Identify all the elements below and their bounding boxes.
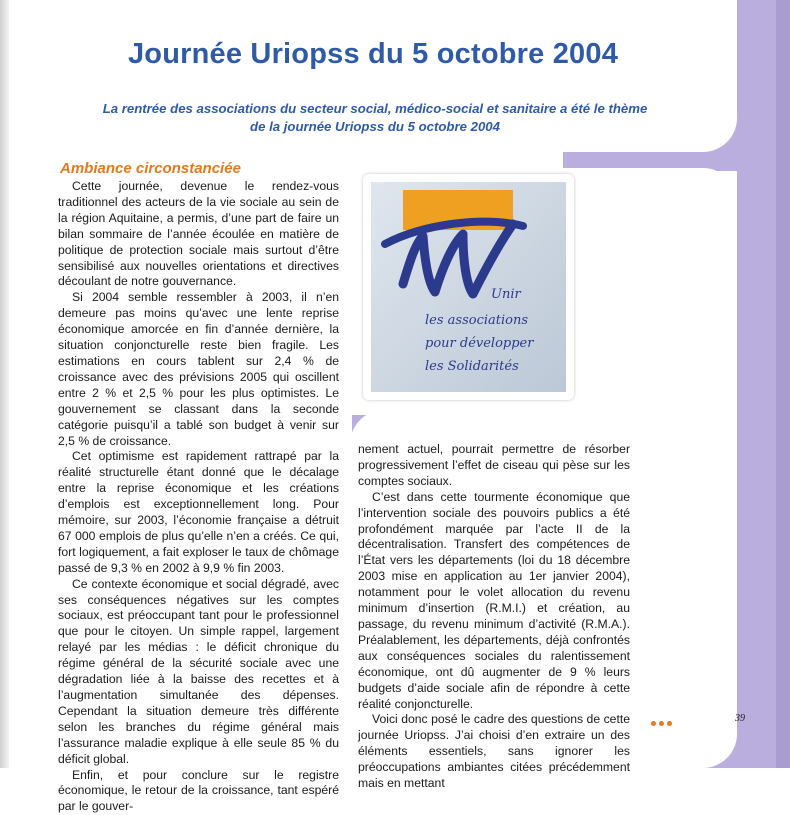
paragraph: Si 2004 semble ressembler à 2003, il n’en demeure pas moins qu’avec une lente reprise économique amorcée en fin d’année dernière, la situation conjoncturelle reste bien fragile. Les estimations en cours tablent sur 2,4 % de croissance avec des prévisions 2005 qui oscillent entre 2 % et 2,5 % pour les plus optimistes. Le gouvernement se classant dans la seconde catégorie puisqu’il a tablé son budget à venir sur 2,5 % de croissance. xyxy=(58,290,339,448)
logo-text-line: les associations xyxy=(425,313,529,328)
paragraph: nement actuel, pourrait permettre de résorber progressivement l’effet de ciseau qui pèse sur les comptes sociaux. xyxy=(358,442,630,488)
paragraph: C’est dans cette tourmente économique que l’intervention sociale des pouvoirs publics a été profondément marquée par l’acte II de la décentralisation. Transfert des compétences de l’État vers les départements (loi du 18 décembre 2003 mise en application au 1er janvier 2004), notamment pour le volet allocation du revenu minimum d’insertion (R.M.I.) et création, au passage, du revenu minimum d’activité (R.M.A.). Préalablement, les départements, déjà confrontés aux conséquences sociales du ralentissement économique, ont dû augmenter de 9 % leurs budgets d’aide sociale afin de répondre à cette réalité conjoncturelle. xyxy=(358,489,630,711)
page-subtitle xyxy=(60,100,690,136)
article-column-left xyxy=(58,179,339,815)
logo-graphic xyxy=(363,174,574,400)
paragraph: Cette journée, devenue le rendez-vous traditionnel des acteurs de la vie sociale au sein de la région Aquitaine, a permis, d’une part de faire un bilan sommaire de l’année écoulée en matière de politique de protection sociale mais surtout d’être sensibilisé aux nouvelles orientations et directives découlant de notre gouvernance. xyxy=(58,179,339,289)
paragraph: Cet optimisme est rapidement rattrapé par la réalité structurelle étant donné que le décalage entre la reprise économique et les créations d’emplois est exceptionnellement long. Pour mémoire, sur 2003, l’économie française a détruit 67 000 emplois de plus qu’elle n’en a créés. Ce qui, fort logiquement, a fait exploser le taux de chômage passé de 9,3 % en 2002 à 9,9 % fin 2003. xyxy=(58,449,339,575)
paragraph: Voici donc posé le cadre des questions de cette journée Uriopss. J’ai choisi d’en extraire un des éléments essentiels, sans ignorer les préoccupations ambiantes citées précédemment mais en mettant xyxy=(358,712,630,791)
subtitle-line: La rentrée des associations du secteur social, médico-social et sanitaire a été le thème xyxy=(102,101,648,116)
page-spine xyxy=(0,0,9,768)
decorative-dots xyxy=(651,713,675,729)
logo-text-line: Unir xyxy=(491,287,521,302)
page-edge-strip xyxy=(776,0,790,768)
logo-text-line: les Solidarités xyxy=(425,359,519,374)
paragraph: Enfin, et pour conclure sur le registre économique, le retour de la croissance, tant espéré par le gouver- xyxy=(58,767,339,814)
page-title: Journée Uriopss du 5 octobre 2004 xyxy=(127,38,619,70)
logo-text-line: pour développer xyxy=(425,336,534,351)
uriopss-logo xyxy=(363,174,574,400)
page-number: 39 xyxy=(735,713,745,724)
section-heading: Ambiance circonstanciée xyxy=(60,160,241,177)
article-column-right xyxy=(358,442,630,792)
paragraph: Ce contexte économique et social dégradé, avec ses conséquences négatives sur les comptes sociaux, est préoccupant tant pour le professionnel que pour le citoyen. Un simple rappel, largement relayé par les médias : le déficit chronique du régime général de la sécurité sociale avec une dégradation liée à la baisse des recettes et à l’augmentation simultanée des dépenses. Cependant la situation demeure très différente selon les branches du régime général mais l’assurance maladie explique à elle seule 85 % du déficit global. xyxy=(58,576,339,766)
subtitle-line: de la journée Uriopss du 5 octobre 2004 xyxy=(250,119,500,134)
